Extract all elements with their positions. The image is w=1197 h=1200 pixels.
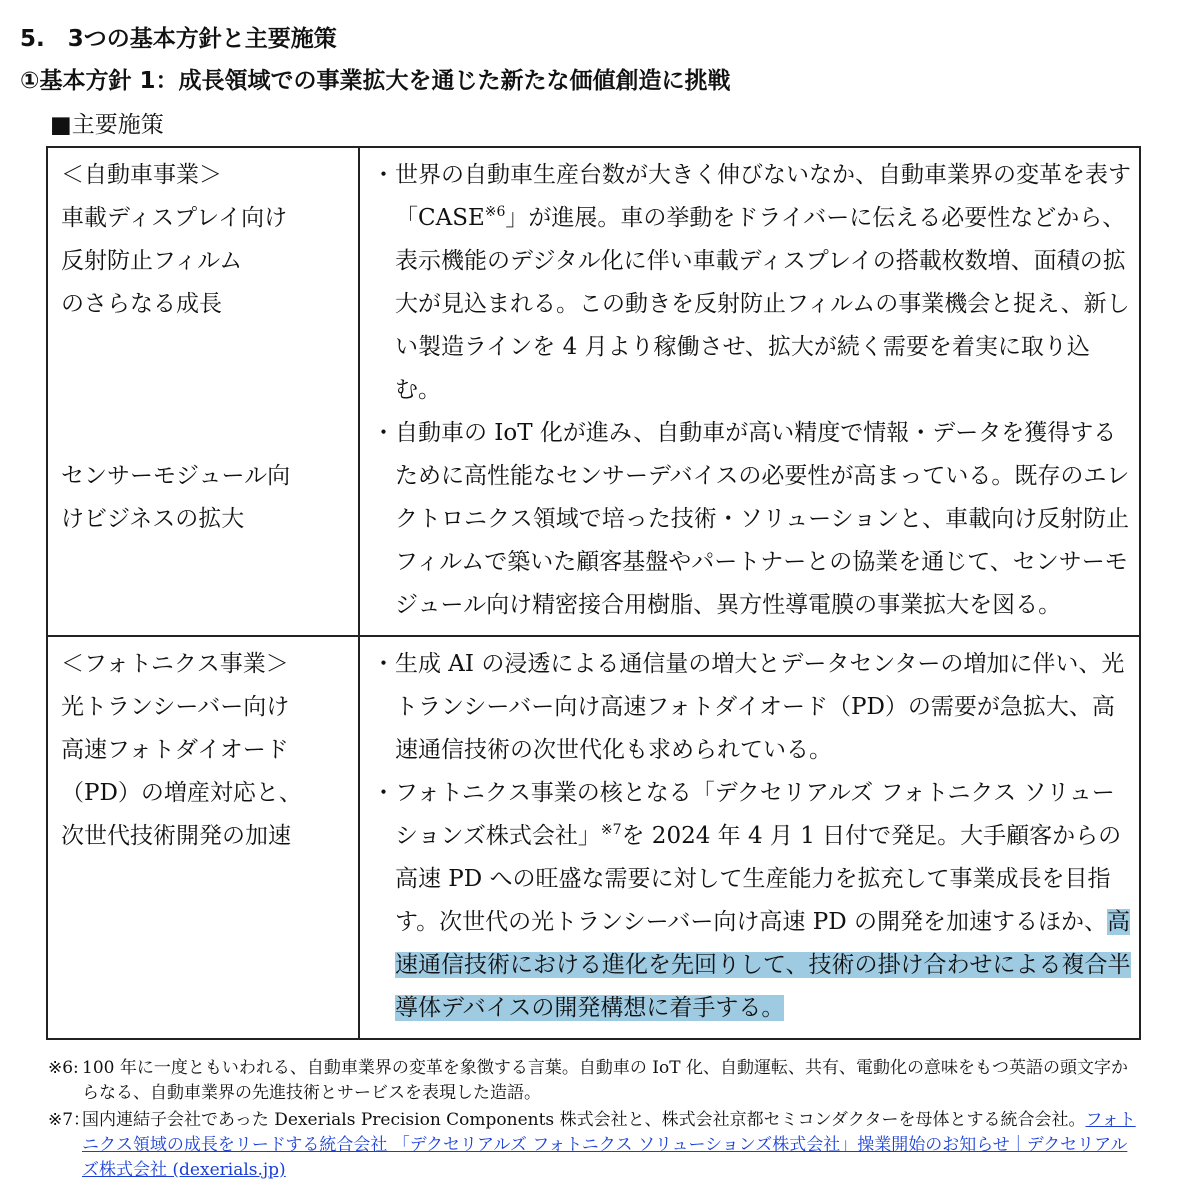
footnote-ref-7: ※7 bbox=[600, 822, 622, 838]
category-title-photonics: ＜フォトニクス事業＞ bbox=[61, 651, 289, 677]
category-cell-photonics bbox=[47, 636, 359, 1039]
footnote-ref-6: ※6 bbox=[484, 204, 506, 220]
measure-label-line: （PD）の増産対応と、 bbox=[61, 780, 302, 806]
highlighted-text: 高速通信技術における進化を先回りして、技術の掛け合わせによる複合半導体デバイスの開発構想に着手する。 bbox=[395, 909, 1131, 1021]
footnote-7 bbox=[48, 1108, 1138, 1183]
footnote-text: 100 年に一度ともいわれる、自動車業界の変革を象徴する言葉。自動車の IoT 化、自動運転、共有、電動化の意味をもつ英語の頭文字からなる、自動車業界の先進技術とサービスを表現した造語。 bbox=[82, 1058, 1128, 1103]
detail-bullet-sensor-module bbox=[372, 412, 1131, 627]
footnotes bbox=[48, 1056, 1138, 1185]
spacer bbox=[61, 369, 350, 412]
press-release-link[interactable]: フォトニクス領域の成長をリードする統合会社 「デクセリアルズ フォトニクス ソリューションズ株式会社」操業開始のお知らせ｜デクセリアルズ株式会社 (dexerials.jp) bbox=[82, 1110, 1136, 1180]
bullet-text: 生成 AI の浸透による通信量の増大とデータセンターの増加に伴い、光トランシーバー向け高速フォトダイオード（PD）の需要が急拡大、高速通信技術の次世代化も求められている。 bbox=[395, 651, 1125, 763]
measure-label-line: センサーモジュール向 bbox=[61, 463, 291, 489]
bullet-text: 世界の自動車生産台数が大きく伸びないなか、自動車業界の変革を表す「CASE bbox=[395, 162, 1131, 231]
sub-heading: ■主要施策 bbox=[50, 112, 164, 138]
measure-label-line: 高速フォトダイオード bbox=[61, 737, 289, 763]
category-cell-automotive bbox=[47, 147, 359, 636]
detail-bullet-display-film bbox=[372, 154, 1131, 412]
detail-bullet-generative-ai bbox=[372, 643, 1131, 772]
section-heading: 5. 3つの基本方針と主要施策 bbox=[20, 26, 337, 52]
measure-label-line: 反射防止フィルム bbox=[61, 248, 243, 274]
bullet-text: を 2024 年 4 月 1 日付で発足。大手顧客からの高速 PD への旺盛な需要に対して生産能力を拡充して事業成長を目指す。次世代の光トランシーバー向け高速 PD の開発を加速するほか、 bbox=[395, 823, 1122, 935]
bullet-mark: ・ bbox=[372, 162, 395, 188]
detail-cell-photonics bbox=[359, 636, 1140, 1039]
bullet-text: フォトニクス事業の核となる「デクセリアルズ フォトニクス ソリューションズ株式会社」 bbox=[395, 780, 1115, 849]
bullet-mark: ・ bbox=[372, 651, 395, 677]
measure-label-line: のさらなる成長 bbox=[61, 291, 222, 317]
bullet-text: 自動車の IoT 化が進み、自動車が高い精度で情報・データを獲得するために高性能なセンサーデバイスの必要性が高まっている。既存のエレクトロニクス領域で培った技術・ソリューションと、車載向け反射防止フィルムで築いた顧客基盤やパートナーとの協業を通じて、センサーモジュール向け精密接合用樹脂、異方性導電膜の事業拡大を図る。 bbox=[395, 420, 1130, 618]
measure-label-line: けビジネスの拡大 bbox=[61, 506, 245, 532]
bullet-mark: ・ bbox=[372, 780, 395, 806]
spacer bbox=[61, 412, 350, 455]
spacer bbox=[61, 326, 350, 369]
policy-table bbox=[46, 146, 1141, 1040]
footnote-mark: ※7： bbox=[48, 1110, 91, 1130]
footnote-6 bbox=[48, 1056, 1138, 1106]
table-row-automotive bbox=[47, 147, 1140, 636]
measure-label-line: 次世代技術開発の加速 bbox=[61, 823, 291, 849]
footnote-mark: ※6: bbox=[48, 1058, 79, 1078]
footnote-text: 国内連結子会社であった Dexerials Precision Components 株式会社と、株式会社京都セミコンダクターを母体とする統合会社。 bbox=[82, 1110, 1086, 1130]
detail-cell-automotive bbox=[359, 147, 1140, 636]
policy-heading: ①基本方針 1：成長領域での事業拡大を通じた新たな価値創造に挑戦 bbox=[20, 68, 731, 94]
bullet-text: 」が進展。車の挙動をドライバーに伝える必要性などから、表示機能のデジタル化に伴い車載ディスプレイの搭載枚数増、面積の拡大が見込まれる。この動きを反射防止フィルムの事業機会と捉え、新しい製造ラインを 4 月より稼働させ、拡大が続く需要を着実に取り込む。 bbox=[395, 205, 1130, 403]
bullet-mark: ・ bbox=[372, 420, 395, 446]
category-title-automotive: ＜自動車事業＞ bbox=[61, 162, 222, 188]
measure-label-line: 車載ディスプレイ向け bbox=[61, 205, 288, 231]
measure-label-line: 光トランシーバー向け bbox=[61, 694, 290, 720]
table-row-photonics bbox=[47, 636, 1140, 1039]
detail-bullet-photonics-company bbox=[372, 772, 1131, 1030]
